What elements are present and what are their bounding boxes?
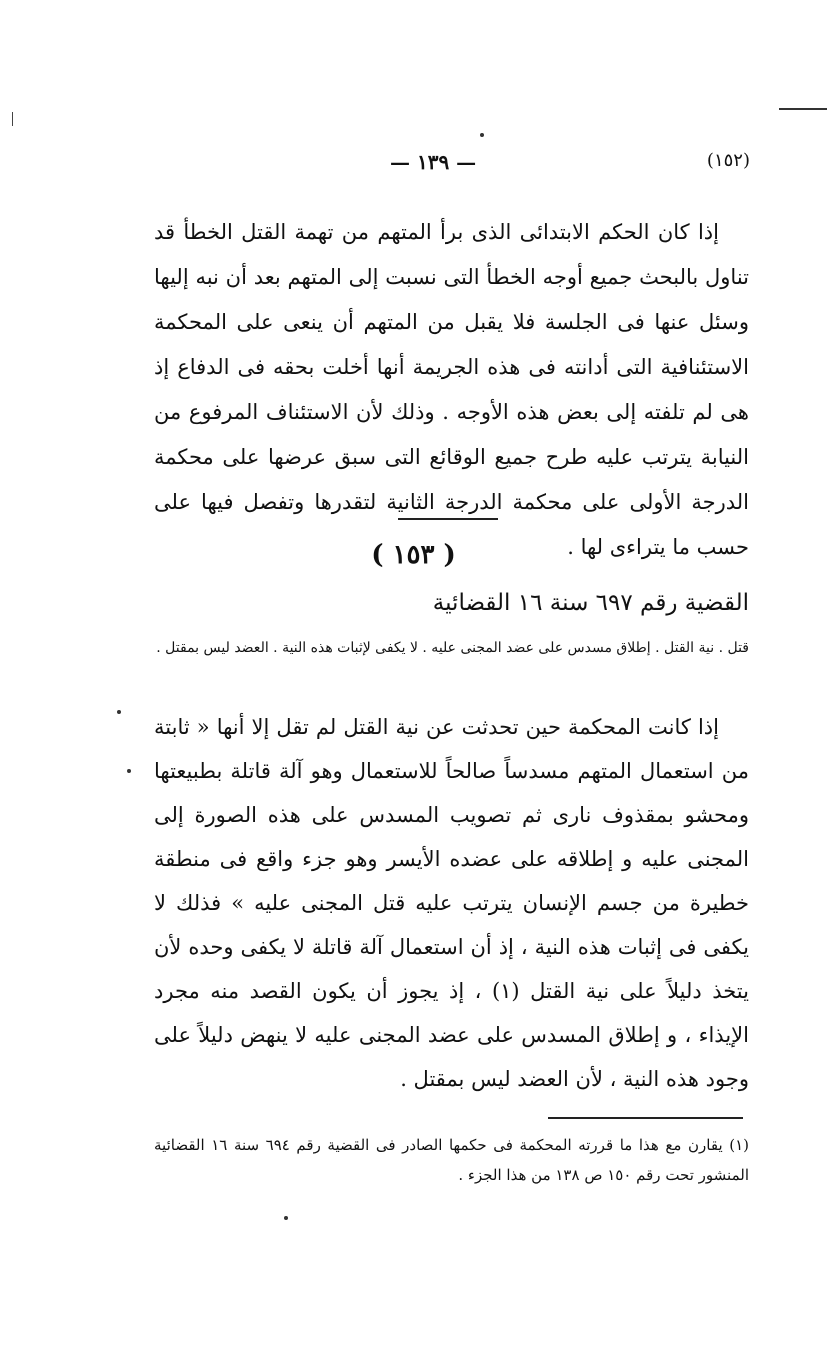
section-divider [398, 518, 498, 520]
case-number-heading: ( ١٥٣ ) [371, 540, 456, 570]
page-header [150, 150, 750, 180]
scan-speck [127, 769, 131, 773]
scan-speck [284, 1216, 288, 1220]
scan-speck [480, 133, 484, 137]
case-title: القضية رقم ٦٩٧ سنة ١٦ القضائية [432, 590, 749, 616]
header-case-reference: (١٥٢) [706, 150, 750, 171]
ruling-paragraph-1 [154, 210, 749, 570]
footnote: (١) يقارن مع هذا ما قررته المحكمة فى حكمها الصادر فى القضية رقم ٦٩٤ سنة ١٦ القضائية المنشور تحت رقم ١٥٠ ص ١٣٨ من هذا الجزء . [154, 1136, 749, 1184]
paragraph-text: إذا كانت المحكمة حين تحدثت عن نية القتل لم تقل إلا أنها « ثابتة من استعمال المتهم مسدساً صالحاً للاستعمال وهو آلة قاتلة بطبيعتها ومحشو بمقذوف نارى ثم تصويب المسدس على هذه الصورة إلى المجنى عليه و إطلاقه على عضده الأيسر وهو جزء واقع فى منطقة خطيرة من جسم الإنسان يترتب عليه قتل المجنى عليه » فذلك لا يكفى فى إثبات هذه النية ، إذ أن استعمال آلة قاتلة لا يكفى وحده لأن يتخذ دليلاً على نية القتل (١) ، إذ يجوز أن يكون القصد منه مجرد الإيذاء ، و إطلاق المسدس على عضد المجنى عليه لا ينهض دليلاً على وجود هذه النية ، لأن العضد ليس بمقتل . [154, 715, 749, 1091]
scan-edge-mark [12, 112, 13, 126]
paragraph-text: إذا كان الحكم الابتدائى الذى برأ المتهم من تهمة القتل الخطأ قد تناول بالبحث جميع أوجه الخطأ التى نسبت إلى المتهم بعد أن نبه إليها وسئل عنها فى الجلسة فلا يقبل من المتهم أن ينعى على المحكمة الاستئنافية التى أدانته فى هذه الجريمة أنها أخلت بحقه فى الدفاع إذ هى لم تلفته إلى بعض هذه الأوجه . وذلك لأن الاستئناف المرفوع من النيابة يترتب عليه طرح جميع الوقائع التى سبق عرضها على محكمة الدرجة الأولى على محكمة الدرجة الثانية لتقدرها وتفصل فيها على حسب ما يتراءى لها . [154, 220, 749, 559]
scan-speck [117, 710, 121, 714]
page-number: — ١٣٩ — [390, 150, 477, 174]
footnote-rule [548, 1117, 743, 1119]
case-summary: قتل . نية القتل . إطلاق مسدس على عضد المجنى عليه . لا يكفى لإثبات هذه النية . العضد ليس بمقتل . [156, 640, 749, 656]
scan-edge-mark [779, 108, 827, 110]
ruling-paragraph-2 [154, 705, 749, 1101]
